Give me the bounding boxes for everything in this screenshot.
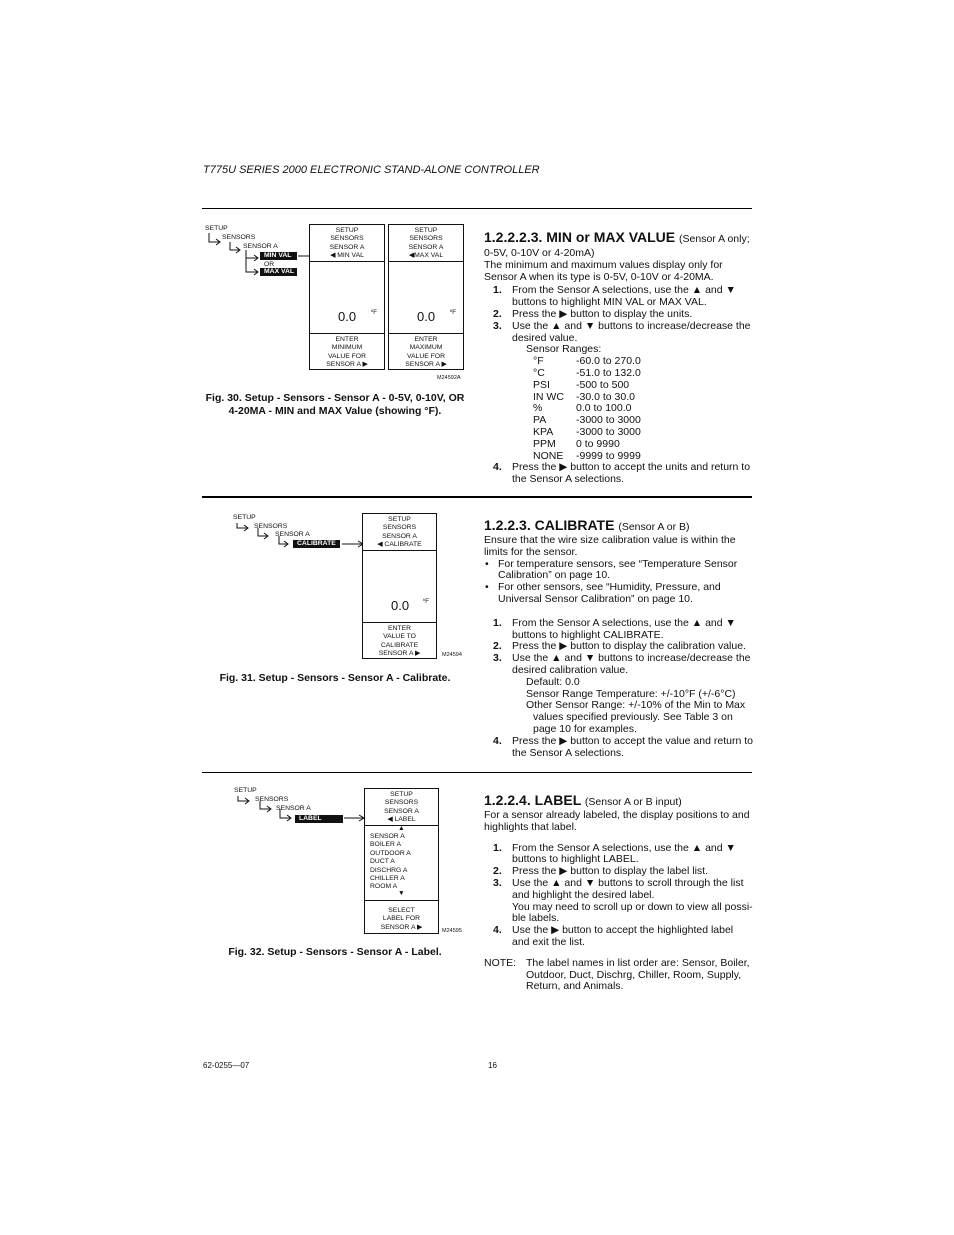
lcd-bottom-text: ENTER MAXIMUM VALUE FOR SENSOR A ▶ bbox=[405, 336, 447, 369]
range-row: PSI -500 to 500 bbox=[533, 378, 630, 391]
lcd-unit: ºF bbox=[371, 310, 377, 316]
figure-code: M24592A bbox=[437, 375, 461, 381]
step-2: 2. Press the ▶ button to display the units. bbox=[493, 307, 693, 320]
lcd-max-val bbox=[388, 224, 464, 370]
lcd-label bbox=[364, 788, 439, 934]
figure-code: M24595 bbox=[442, 928, 462, 934]
step-4: 4. Press the ▶ button to accept the value and return to the Sensor A selections. bbox=[493, 734, 753, 759]
figure-code: M24594 bbox=[442, 652, 462, 658]
fig32-caption: Fig. 32. Setup - Sensors - Sensor A - Label. bbox=[228, 946, 442, 958]
tree-setup: SETUP bbox=[233, 514, 256, 521]
step-1: 1. From the Sensor A selections, use the ▲ and ▼ buttons to highlight LABEL. bbox=[493, 841, 736, 866]
scroll-down-icon: ▼ bbox=[398, 890, 405, 897]
range-row: °F -60.0 to 270.0 bbox=[533, 355, 641, 368]
step-2: 2. Press the ▶ button to display the calibration value. bbox=[493, 640, 746, 653]
lcd-bottom-text: SELECT LABEL FOR SENSOR A ▶ bbox=[380, 907, 423, 931]
divider bbox=[202, 772, 752, 773]
divider bbox=[202, 496, 752, 498]
lcd-bottom-text: ENTER VALUE TO CALIBRATE SENSOR A ▶ bbox=[378, 625, 421, 658]
step-1: 1. From the Sensor A selections, use the ▲ and ▼ buttons to highlight MIN VAL or MAX VAL. bbox=[493, 284, 736, 309]
range-row: IN WC -30.0 to 30.0 bbox=[533, 390, 635, 403]
step-3: 3. Use the ▲ and ▼ buttons to increase/decrease the desired calibration value. bbox=[493, 652, 751, 676]
tree-sensors: SENSORS bbox=[254, 523, 288, 530]
step-4: 4. Use the ▶ button to accept the highlighted label and exit the list. bbox=[493, 924, 734, 948]
step-1: 1. From the Sensor A selections, use the ▲ and ▼ buttons to highlight CALIBRATE. bbox=[493, 616, 736, 641]
tree-setup: SETUP bbox=[205, 225, 228, 232]
calibration-details: Default: 0.0 Sensor Range Temperature: +/-10°F (+/-6°C) Other Sensor Range: +/-10% of the Min to Max values specified previously. See Table 3 on page 10 for examples. bbox=[526, 675, 746, 735]
section-title: 1.2.2.2.3. MIN or MAX VALUE (Sensor A only; bbox=[484, 229, 750, 245]
tree-calibrate-highlight: CALIBRATE bbox=[293, 540, 340, 548]
divider bbox=[202, 208, 752, 209]
step-3: 3. Use the ▲ and ▼ buttons to scroll through the list and highlight the desired label. You may need to scroll up or down to view all possi- ble labels. bbox=[493, 876, 753, 925]
section-title: 1.2.2.3. CALIBRATE (Sensor A or B) bbox=[484, 517, 690, 533]
tree-sensors: SENSORS bbox=[255, 796, 289, 803]
tree-sensor-a: SENSOR A bbox=[276, 805, 311, 812]
ranges-label: Sensor Ranges: bbox=[526, 343, 602, 356]
lcd-value: 0.0 bbox=[338, 309, 357, 324]
note: NOTE: The label names in list order are: Sensor, Boiler, Outdoor, Duct, Dischrg, Chiller, Room, Supply, Return, and Animals. bbox=[484, 956, 750, 993]
section-intro: For a sensor already labeled, the display positions to and highlights that label. bbox=[484, 809, 750, 833]
lcd-unit: ºF bbox=[450, 310, 456, 316]
lcd-calibrate bbox=[362, 513, 437, 659]
lcd-top-text: SETUP SENSORS SENSOR A ◀MAX VAL bbox=[408, 227, 444, 260]
range-row: °C -51.0 to 132.0 bbox=[533, 366, 641, 379]
tree-sensor-a: SENSOR A bbox=[275, 531, 310, 538]
range-row: PA -3000 to 3000 bbox=[533, 414, 641, 427]
lcd-value: 0.0 bbox=[417, 309, 436, 324]
range-row: NONE -9999 to 9999 bbox=[533, 449, 641, 462]
step-3: 3. Use the ▲ and ▼ buttons to increase/decrease the desired value. bbox=[493, 319, 751, 344]
lcd-top-text: SETUP SENSORS SENSOR A ◀ MIN VAL bbox=[329, 227, 365, 260]
section-label bbox=[484, 792, 754, 993]
page-header: T775U SERIES 2000 ELECTRONIC STAND-ALONE CONTROLLER bbox=[203, 164, 540, 176]
section-calibrate bbox=[484, 517, 754, 759]
fig30-caption: Fig. 30. Setup - Sensors - Sensor A - 0-5V, 0-10V, OR 4-20MA - MIN and MAX Value (showing °F). bbox=[205, 392, 465, 417]
fig31-caption: Fig. 31. Setup - Sensors - Sensor A - Calibrate. bbox=[219, 672, 451, 684]
tree-sensor-a: SENSOR A bbox=[243, 243, 278, 250]
range-row: PPM 0 to 9990 bbox=[533, 437, 620, 450]
step-2: 2. Press the ▶ button to display the label list. bbox=[493, 865, 709, 878]
step-4: 4. Press the ▶ button to accept the units and return to the Sensor A selections. bbox=[493, 461, 751, 486]
section-intro: Ensure that the wire size calibration value is within the limits for the sensor. bbox=[484, 534, 736, 558]
lcd-top-text: SETUP SENSORS SENSOR A ◀ LABEL bbox=[384, 791, 419, 824]
lcd-bottom-text: ENTER MINIMUM VALUE FOR SENSOR A ▶ bbox=[326, 336, 368, 369]
range-row: KPA -3000 to 3000 bbox=[533, 425, 641, 438]
section-intro: 0-5V, 0-10V or 4-20mA) The minimum and maximum values display only for Sensor A when its type is 0-5V, 0-10V or 4-20MA. bbox=[484, 247, 723, 283]
tree-min-val-highlight: MIN VAL bbox=[260, 252, 297, 260]
lcd-value: 0.0 bbox=[391, 598, 410, 613]
doc-number: 62-0255—07 bbox=[203, 1061, 250, 1070]
bullet-2: • For other sensors, see “Humidity, Pressure, and Universal Sensor Calibration” on page 10. bbox=[484, 582, 754, 606]
tree-max-val-highlight: MAX VAL bbox=[260, 268, 297, 276]
lcd-top-text: SETUP SENSORS SENSOR A ◀ CALIBRATE bbox=[377, 516, 422, 549]
lcd-min-val bbox=[309, 224, 385, 370]
section-title: 1.2.2.4. LABEL (Sensor A or B input) bbox=[484, 792, 682, 808]
range-row: % 0.0 to 100.0 bbox=[533, 402, 632, 415]
page-number: 16 bbox=[488, 1061, 497, 1070]
section-min-max-value bbox=[484, 229, 754, 486]
lcd-unit: ºF bbox=[423, 599, 429, 605]
tree-setup: SETUP bbox=[234, 787, 257, 794]
bullet-1: • For temperature sensors, see “Temperature Sensor Calibration” on page 10. bbox=[484, 559, 754, 583]
tree-label-highlight: LABEL bbox=[295, 815, 343, 823]
label-list: SENSOR A BOILER A OUTDOOR A DUCT A DISCHRG A CHILLER A ROOM A bbox=[370, 833, 411, 891]
sensor-ranges-table bbox=[533, 356, 754, 462]
tree-sensors: SENSORS bbox=[222, 234, 256, 241]
scroll-up-icon: ▲ bbox=[398, 825, 405, 832]
tree-or: OR bbox=[264, 261, 275, 268]
